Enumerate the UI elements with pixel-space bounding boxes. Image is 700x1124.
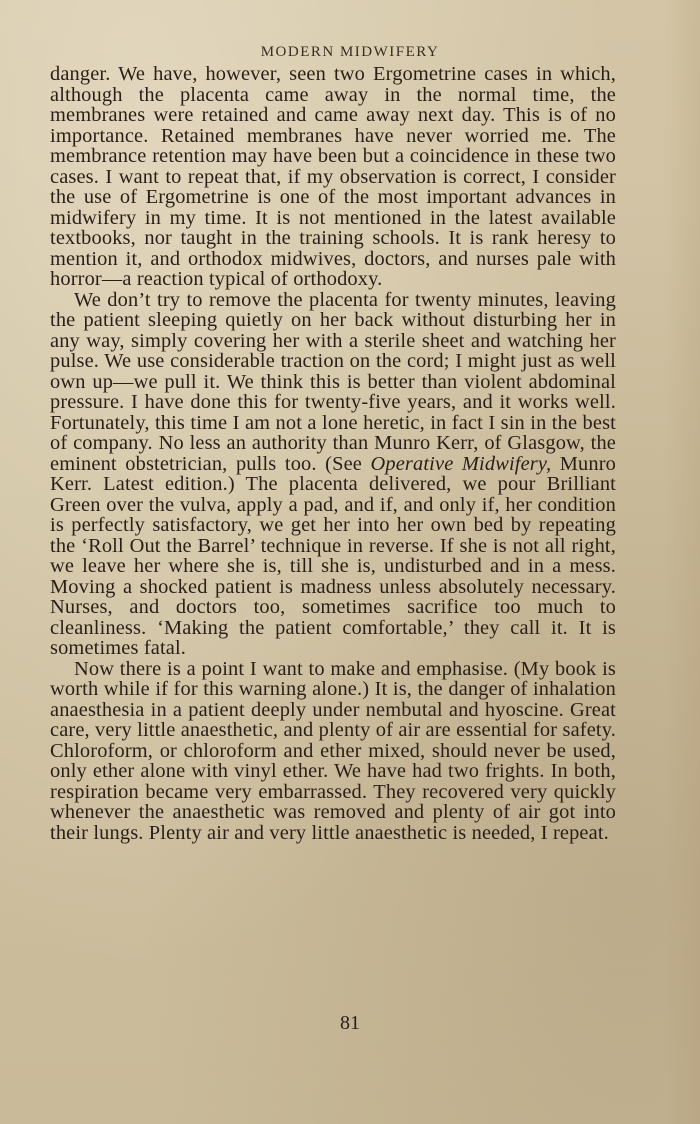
body-text: [50, 64, 616, 843]
paragraph-2-text-before-citation: We don’t try to remove the placenta for twenty minutes, leaving the patient sleeping quietly on her back without disturbing her in any way, simply covering her with a sterile sheet and watching her pulse. We use considerable traction on the cord; I might just as well own up—we pull it. We think this is better than violent abdominal pressure. I have done this for twenty-five years, and it works well. Fortunately, this time I am not a lone heretic, in fact I sin in the best of company. No less an authority than Munro Kerr, of Glasgow, the eminent obstetrician, pulls too. (See: [50, 288, 616, 475]
page-number: 81: [340, 1012, 360, 1034]
running-head: MODERN MIDWIFERY: [260, 44, 440, 60]
book-title-citation: Operative Midwifery,: [370, 452, 552, 475]
page-edge-shadow: [664, 0, 700, 1124]
paragraph-1: danger. We have, however, seen two Ergometrine cases in which, although the placenta came away in the normal time, the membranes were retained and came away next day. This is of no importance. Retained membranes have never worried me. The membrance retention may have been but a coincidence in these two cases. I want to repeat that, if my observation is correct, I consider the use of Ergometrine is one of the most important advances in midwifery in my time. It is not mentioned in the latest available textbooks, nor taught in the training schools. It is rank heresy to mention it, and orthodox midwives, doctors, and nurses pale with horror—a reaction typical of orthodoxy.: [50, 63, 616, 290]
paragraph-2-text-after-citation: Munro Kerr. Latest edition.) The placenta delivered, we pour Brilliant Green over the vulva, apply a pad, and if, and only if, her condition is perfectly satisfactory, we get her into her own bed by repeating the ‘Roll Out the Barrel’ technique in reverse. If she is not all right, we leave her where she is, till she is, undisturbed and in a mess. Moving a shocked patient is madness unless absolutely necessary. Nurses, and doctors too, sometimes sacrifice too much to cleanliness. ‘Making the patient comfortable,’ they call it. It is sometimes fatal.: [50, 452, 616, 659]
paragraph-2: [50, 290, 616, 659]
paragraph-3: Now there is a point I want to make and emphasise. (My book is worth while if for this warning alone.) It is, the danger of inhalation anaesthesia in a patient deeply under nembutal and hyoscine. Great care, very little anaesthetic, and plenty of air are essential for safety. Chloroform, or chloroform and ether mixed, should never be used, only ether alone with vinyl ether. We have had two frights. In both, respiration became very embarrassed. They recovered very quickly whenever the anaesthetic was removed and plenty of air got into their lungs. Plenty air and very little anaesthetic is needed, I repeat.: [50, 657, 616, 844]
